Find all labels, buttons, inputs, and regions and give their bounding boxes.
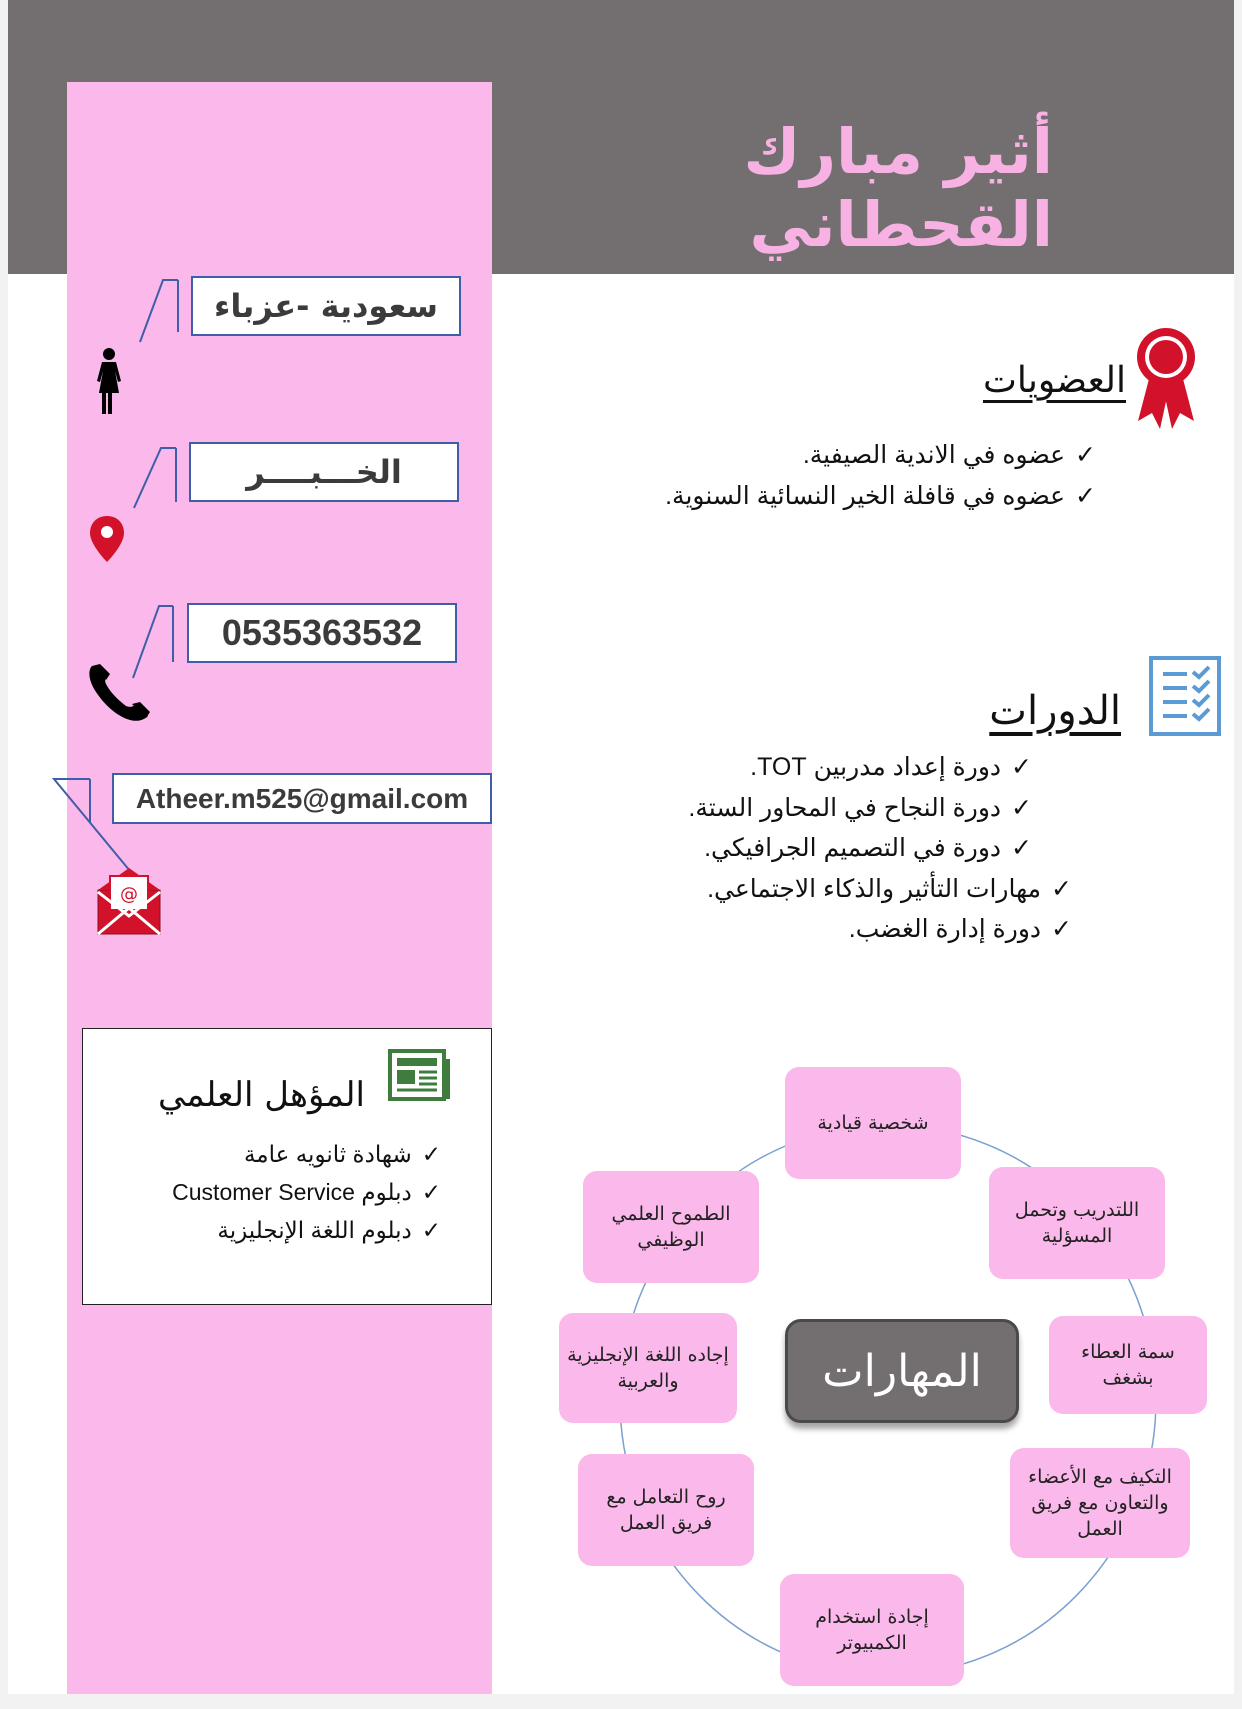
list-item: ✓دبلوم اللغة الإنجليزية — [217, 1217, 441, 1243]
resume-page — [8, 0, 1234, 1694]
list-item: ✓عضوه في قافلة الخير النسائية السنوية. — [665, 482, 1096, 510]
person-name: أثير مبارك القحطاني — [743, 115, 1053, 261]
skill-item: الطموح العلمي الوظيفي — [583, 1171, 759, 1283]
list-item: ✓مهارات التأثير والذكاء الاجتماعي. — [707, 874, 1072, 903]
svg-text:@: @ — [120, 884, 138, 905]
phone-box: 0535363532 — [187, 603, 457, 663]
skill-item: إجاده اللغة الإنجليزية والعربية — [559, 1313, 737, 1423]
skill-item: سمة العطاء بشغف — [1049, 1316, 1207, 1414]
list-item: ✓دورة إدارة الغضب. — [848, 915, 1072, 943]
skill-item: التكيف مع الأعضاء والتعاون مع فريق العمل — [1010, 1448, 1190, 1558]
education-title: المؤهل العلمي — [158, 1075, 365, 1115]
list-item: ✓دورة النجاح في المحاور الستة. — [688, 793, 1032, 822]
skills-title: المهارات — [785, 1319, 1019, 1423]
skill-item: شخصية قيادية — [785, 1067, 961, 1179]
courses-title: الدورات — [989, 688, 1121, 734]
memberships-title: العضويات — [982, 360, 1126, 401]
status-box: سعودية -عزباء — [191, 276, 461, 336]
list-item: ✓دورة في التصميم الجرافيكي. — [704, 834, 1032, 862]
list-item: ✓شهادة ثانويه عامة — [243, 1141, 441, 1167]
skills-ring — [8, 0, 1234, 1694]
city-box: الخـــبــــر — [189, 442, 459, 502]
email-box: Atheer.m525@gmail.com — [112, 773, 492, 824]
list-item: ✓دورة إعداد مدربين TOT. — [750, 753, 1032, 781]
skill-item: اللتدريب وتحمل المسؤلية — [989, 1167, 1165, 1279]
skill-item: روح التعامل مع فريق العمل — [578, 1454, 754, 1566]
list-item: ✓دبلوم Customer Service — [172, 1179, 441, 1205]
list-item: ✓عضوه في الاندية الصيفية. — [802, 441, 1096, 469]
skill-item: إجادة استخدام الكمبيوتر — [780, 1574, 964, 1686]
